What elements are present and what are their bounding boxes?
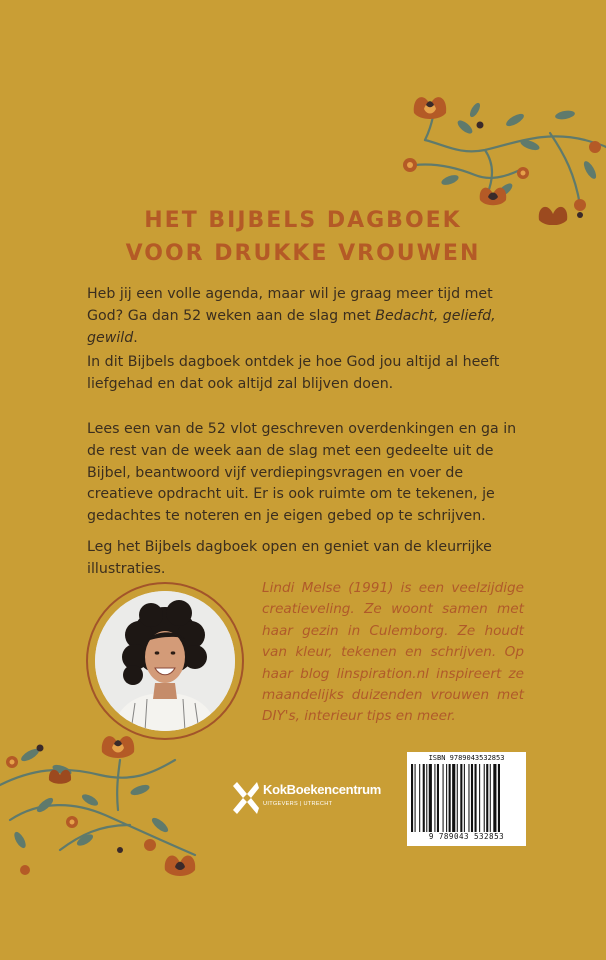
body-paragraph: In dit Bijbels dagboek ontdek je hoe God jou altijd al heeft liefgehad en dat ook altijd zal blijven doen. [87, 354, 500, 392]
barcode-bar [452, 764, 455, 832]
barcode-bar [475, 764, 477, 832]
headline-line-2: VOOR DRUKKE VROUWEN [125, 241, 481, 266]
barcode-bar [419, 764, 420, 832]
intro-text-end: . [133, 329, 138, 346]
barcode-bar [443, 764, 444, 832]
author-photo [95, 591, 235, 731]
author-bio: Lindi Melse (1991) is een veelzijdige creatieveling. Ze woont samen met haar gezin in Culemborg. Ze houdt van kleur, tekenen en schrijven. Op haar blog linspiration.nl inspireert ze maandelijks duizenden vrouwen met DIY's, interieur tips en meer. [262, 580, 524, 725]
book-title-italic: Bedacht, geliefd, gewild [87, 307, 496, 346]
barcode-bar [429, 764, 432, 832]
publisher-logo [233, 780, 403, 820]
barcode-bar [449, 764, 451, 832]
author-portrait-image [95, 591, 235, 731]
barcode-bar [415, 764, 416, 832]
barcode-bar [426, 764, 427, 832]
barcode-bar [486, 764, 488, 832]
headline-line-1: HET BIJBELS DAGBOEK [144, 208, 462, 233]
publisher-name: KokBoekencentrum [263, 782, 382, 797]
barcode-bars [411, 764, 522, 832]
body-paragraph: Lees een van de 52 vlot geschreven overdenkingen en ga in de rest van de week aan de slag met een gedeelte uit de Bijbel, beantwoord vijf verdiepingsvragen en voer de creatieve opdracht uit. Er is ook ruimte om te tekenen, je gedachtes te noteren en je eigen gebed op te schrijven. [87, 421, 517, 525]
isbn-label: ISBN 9789043532853 [428, 754, 505, 762]
barcode-bar [460, 764, 462, 832]
kokboekencentrum-logo-icon [233, 780, 259, 816]
barcode-bar [490, 764, 491, 832]
isbn-barcode [407, 752, 526, 846]
barcode-bar [493, 764, 496, 832]
barcode-bar [479, 764, 480, 832]
barcode-bar [446, 764, 447, 832]
barcode-bar [434, 764, 435, 832]
intro-paragraph [87, 284, 527, 349]
barcode-bar [411, 764, 413, 832]
barcode-bar [498, 764, 500, 832]
barcode-bar [437, 764, 439, 832]
barcode-bar [484, 764, 485, 832]
headline [0, 204, 606, 270]
floral-vine-bottom-decoration [0, 730, 225, 895]
body-paragraph: Leg het Bijbels dagboek open en geniet van de kleurrijke illustraties. [87, 539, 492, 577]
barcode-bar [468, 764, 469, 832]
barcode-bar [464, 764, 465, 832]
isbn-digits: 9 789043 532853 [428, 832, 505, 841]
publisher-subtitle: UITGEVERS | UTRECHT [263, 801, 333, 807]
barcode-bar [423, 764, 425, 832]
intro-text: Heb jij een volle agenda, maar wil je graag meer tijd met God? Ga dan 52 weken aan de slag met [87, 286, 493, 324]
barcode-bar [457, 764, 458, 832]
barcode-bar [471, 764, 473, 832]
